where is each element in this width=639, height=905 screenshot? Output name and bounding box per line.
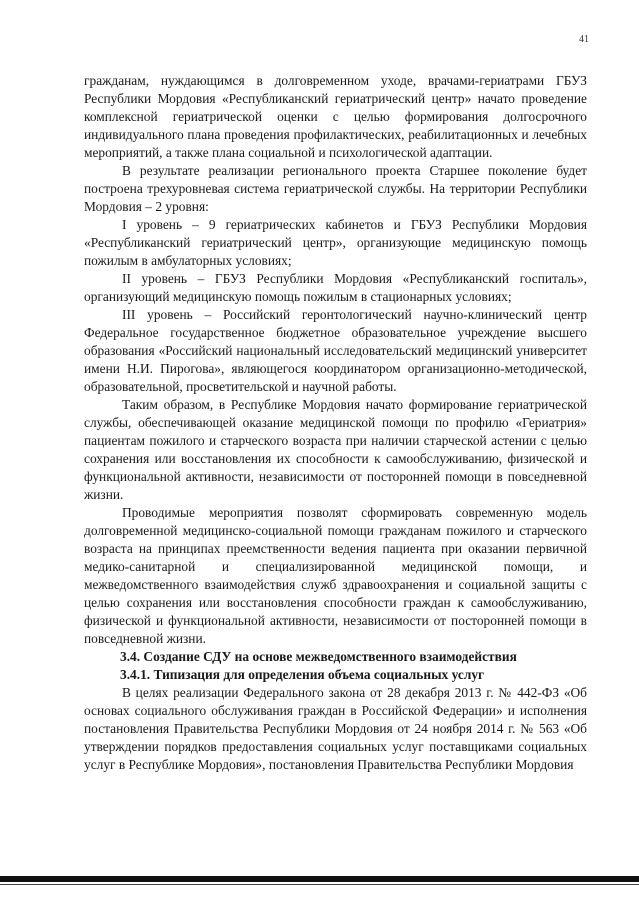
document-body [84, 72, 587, 774]
subsection-heading: 3.4.1. Типизация для определения объема социальных услуг [120, 667, 485, 682]
paragraph-level-3: III уровень – Российский геронтологический научно-клинический центр Федеральное государственное бюджетное образовательное учреждение высшего образования «Российский национальный исследовательский медицинский университет имени Н.И. Пирогова», являющегося координатором организационно-методической, образовательной, просветительской и научной работы. [84, 307, 587, 394]
paragraph-law: В целях реализации Федерального закона от 28 декабря 2013 г. № 442-ФЗ «Об основах социального обслуживания граждан в Российской Федерации» и исполнения постановления Правительства Республики Мордовия от 24 ноября 2014 г. № 563 «Об утверждении порядков предоставления социальных услуг поставщиками социальных услуг в Республике Мордовия», постановления Правительства Республики Мордовия [84, 685, 587, 772]
paragraph-level-1: I уровень – 9 гериатрических кабинетов и ГБУЗ Республики Мордовия «Республиканский гериатрический центр», организующие медицинскую помощь пожилым в амбулаторных условиях; [84, 217, 587, 268]
paragraph-conclusion: Таким образом, в Республике Мордовия начато формирование гериатрической службы, обеспечивающей оказание медицинской помощи по профилю «Гериатрия» пациентам пожилого и старческого возраста при наличии старческой астении с целью сохранения или восстановления их способности к самообслуживанию, физической и функциональной активности, независимости от посторонней помощи в повседневной жизни. [84, 397, 587, 502]
section-heading: 3.4. Создание СДУ на основе межведомственного взаимодействия [120, 649, 517, 664]
scan-edge-line [0, 884, 639, 885]
page-number: 41 [579, 34, 589, 45]
scan-edge-bar [0, 876, 639, 882]
paragraph-level-2: II уровень – ГБУЗ Республики Мордовия «Республиканский госпиталь», организующий медицинскую помощь пожилым в стационарных условиях; [84, 271, 587, 304]
paragraph-measures: Проводимые мероприятия позволят сформировать современную модель долговременной медицинско-социальной помощи гражданам пожилого и старческого возраста на принципах преемственности ведения пациента при оказании первичной медико-санитарной и специализированной медицинской помощи, и межведомственного взаимодействия служб здравоохранения и социальной защиты с целью сохранения или восстановления способности граждан к самообслуживанию, физической и функциональной активности, независимости от посторонней помощи в повседневной жизни. [84, 505, 587, 646]
paragraph-1: гражданам, нуждающимся в долговременном уходе, врачами-гериатрами ГБУЗ Республики Мордовия «Республиканский гериатрический центр» начато проведение комплексной гериатрической оценки с целью формирования долгосрочного индивидуального плана проведения профилактических, реабилитационных и лечебных мероприятий, а также плана социальной и психологической адаптации. [84, 73, 587, 160]
paragraph-2: В результате реализации регионального проекта Старшее поколение будет построена трехуровневая система гериатрической службы. На территории Республики Мордовия – 2 уровня: [84, 163, 587, 214]
